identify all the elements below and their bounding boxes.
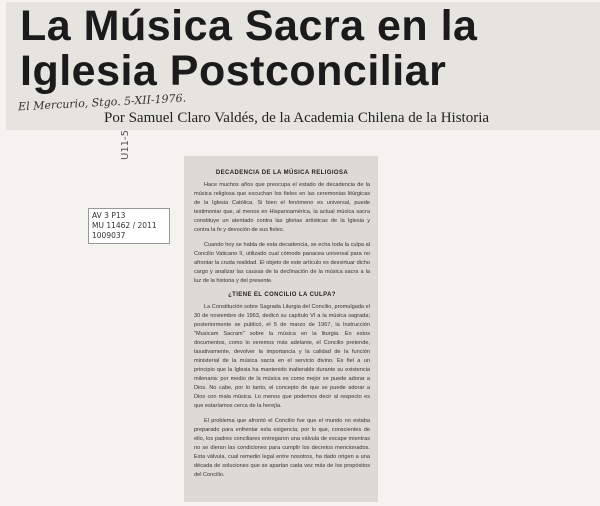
headline-clipping xyxy=(6,2,600,130)
section-heading-decadencia: DECADENCIA DE LA MÚSICA RELIGIOSA xyxy=(215,170,349,176)
paragraph-1: Hace muchos años que preocupa el estado de decadencia de la música religiosa que escuchan los fieles en las ceremonias litúrgicas de la Iglesia Católica. Si bien el fenómeno es universal, puede testimoniar que, al menos en Hispanoamérica, la actual música sacra constituye un atentado contra las glorias artísticas de la Iglesia y contra la fe y devoción de sus fieles. xyxy=(194,182,370,233)
paragraph-2: Cuando hoy se habla de esta decadencia, se echa toda la culpa al Concilio Vaticano II, utilizado cual cómodo panacea universal para no afrontar la cruda realidad. El objeto de este artículo es desvirtuar dicho cargo y analizar las causas de la declinación de la música sacra a la luz de la historia y del presente. xyxy=(194,242,370,284)
catalog-line-3: 1009037 xyxy=(92,231,126,240)
headline-line-2: Iglesia Postconciliar xyxy=(20,47,447,95)
headline-line-1: La Música Sacra en la xyxy=(20,2,478,50)
headline xyxy=(20,4,477,94)
byline: Por Samuel Claro Valdés, de la Academia Chilena de la Historia xyxy=(104,110,490,126)
handwritten-source-note: El Mercurio, Stgo. 5-XII-1976. xyxy=(17,91,187,114)
catalog-label xyxy=(88,208,170,244)
article-body xyxy=(194,164,370,486)
margin-vertical-annotation: U11-5 xyxy=(120,129,131,160)
paragraph-4: El problema que afrontó el Concilio fue que el mundo no estaba preparado para enfrentar esta exigencia; por lo que, conscientes de ello, los padres conciliares entregaron una válvula de escape mientras no se dieran las condiciones para cumplir los decretos mencionados. Esta válvula, cual remedio legal entre nosotros, ha dado origen a una década de soluciones que se apartan cada vez más de los propósitos del Concilio. xyxy=(194,418,370,478)
catalog-line-1: AV 3 P13 xyxy=(92,211,126,220)
catalog-line-2: MU 11462 / 2011 xyxy=(92,221,157,230)
section-heading-concilio: ¿TIENE EL CONCILIO LA CULPA? xyxy=(228,292,336,298)
paragraph-3: La Constitución sobre Sagrada Liturgia del Concilio, promulgada el 30 de noviembre de 1963, dedicó su capítulo VI a la música sagrada; posteriormente se publicó, el 5 de marzo de 1967, la Instrucción "Musicam Sacram" sobre la música en la liturgia. En estos documentos, como lo veremos más adelante, el Concilio pretende, taxativamente, devolver la importancia y la calidad de la función ministerial de la música sacra en el servicio divino. Es fiel a un principio que la Iglesia ha mantenido inalterable durante su existencia milenaria: por medio de la música es como mejor se puede adorar a Dios. No cabe, por lo tanto, el concepto de que se puede adorar a Dios con mala música. Lo menos que podemos decir al respecto es que estaríamos cerca de la herejía. xyxy=(194,304,370,409)
article-column xyxy=(184,156,378,502)
